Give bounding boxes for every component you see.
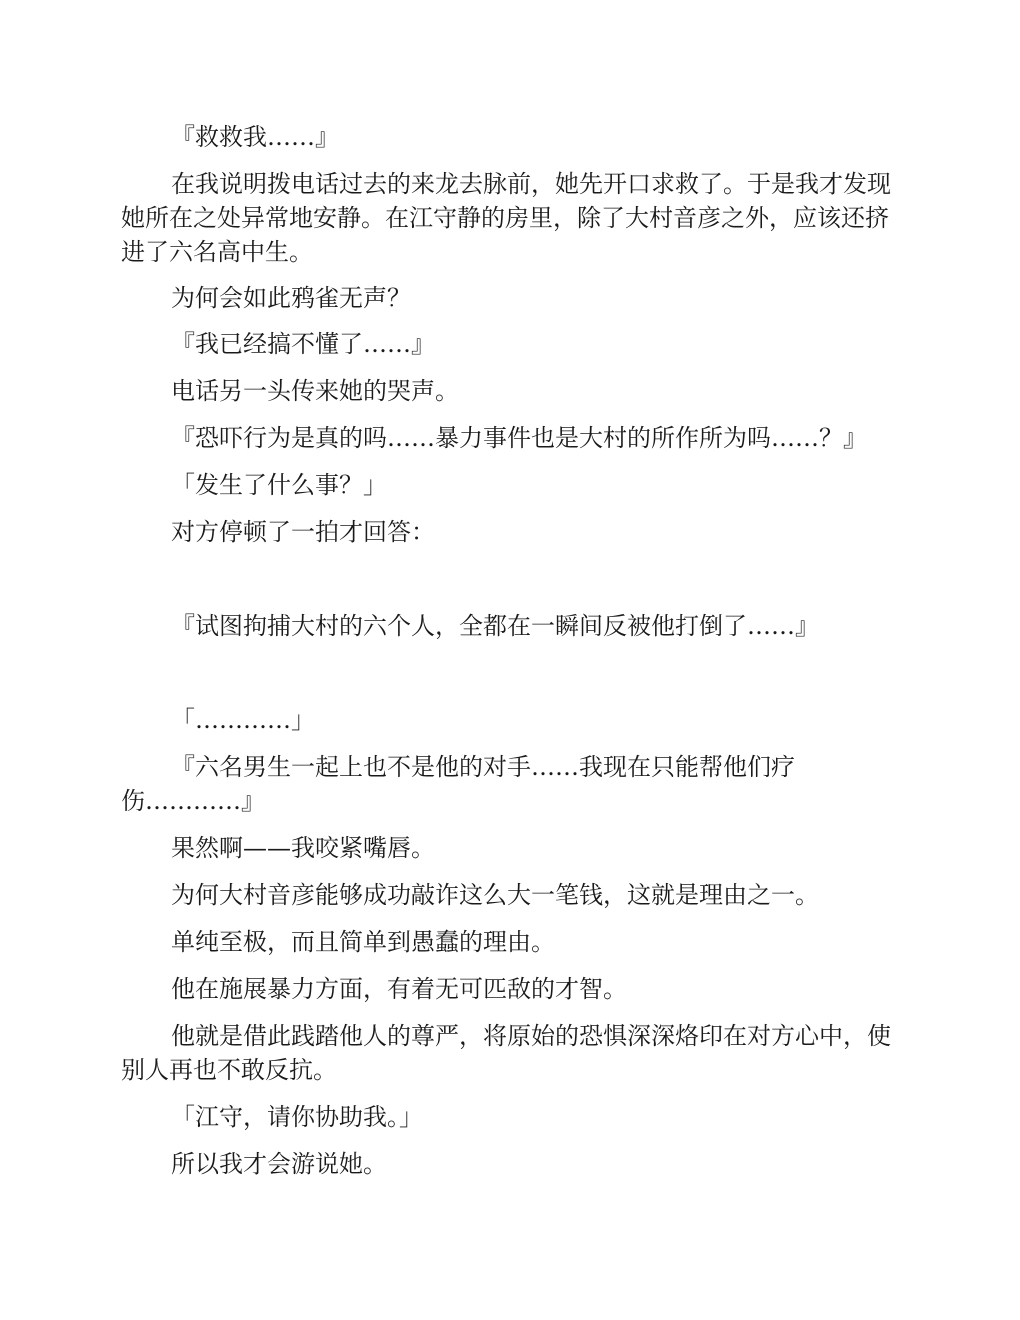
paragraph: 对方停顿了一拍才回答：	[171, 518, 435, 546]
paragraph: 所以我才会游说她。	[171, 1150, 387, 1178]
paragraph: 『救救我……』	[171, 123, 339, 151]
paragraph: 『我已经搞不懂了……』	[171, 330, 435, 358]
paragraph: 在我说明拨电话过去的来龙去脉前，她先开口求救了。于是我才发现她所在之处异常地安静。在江守静的房里，除了大村音彦之外，应该还挤进了六名高中生。	[121, 170, 891, 266]
paragraph: 「江守，请你协助我。」	[171, 1103, 423, 1131]
paragraph: 为何大村音彦能够成功敲诈这么大一笔钱，这就是理由之一。	[171, 881, 819, 909]
paragraph: 『恐吓行为是真的吗……暴力事件也是大村的所作所为吗……？』	[171, 424, 867, 452]
paragraph: 电话另一头传来她的哭声。	[171, 377, 459, 405]
paragraph: 他在施展暴力方面，有着无可匹敌的才智。	[171, 975, 627, 1003]
paragraph: 『试图拘捕大村的六个人，全都在一瞬间反被他打倒了……』	[171, 612, 819, 640]
paragraph: 他就是借此践踏他人的尊严，将原始的恐惧深深烙印在对方心中，使别人再也不敢反抗。	[121, 1022, 891, 1084]
paragraph: 单纯至极，而且简单到愚蠢的理由。	[171, 928, 555, 956]
paragraph: 为何会如此鸦雀无声？	[171, 284, 411, 312]
paragraph: 『六名男生一起上也不是他的对手……我现在只能帮他们疗伤…………』	[121, 753, 795, 815]
paragraph: 「…………」	[171, 706, 315, 734]
paragraph: 「发生了什么事？」	[171, 471, 387, 499]
paragraph: 果然啊——我咬紧嘴唇。	[171, 834, 435, 862]
